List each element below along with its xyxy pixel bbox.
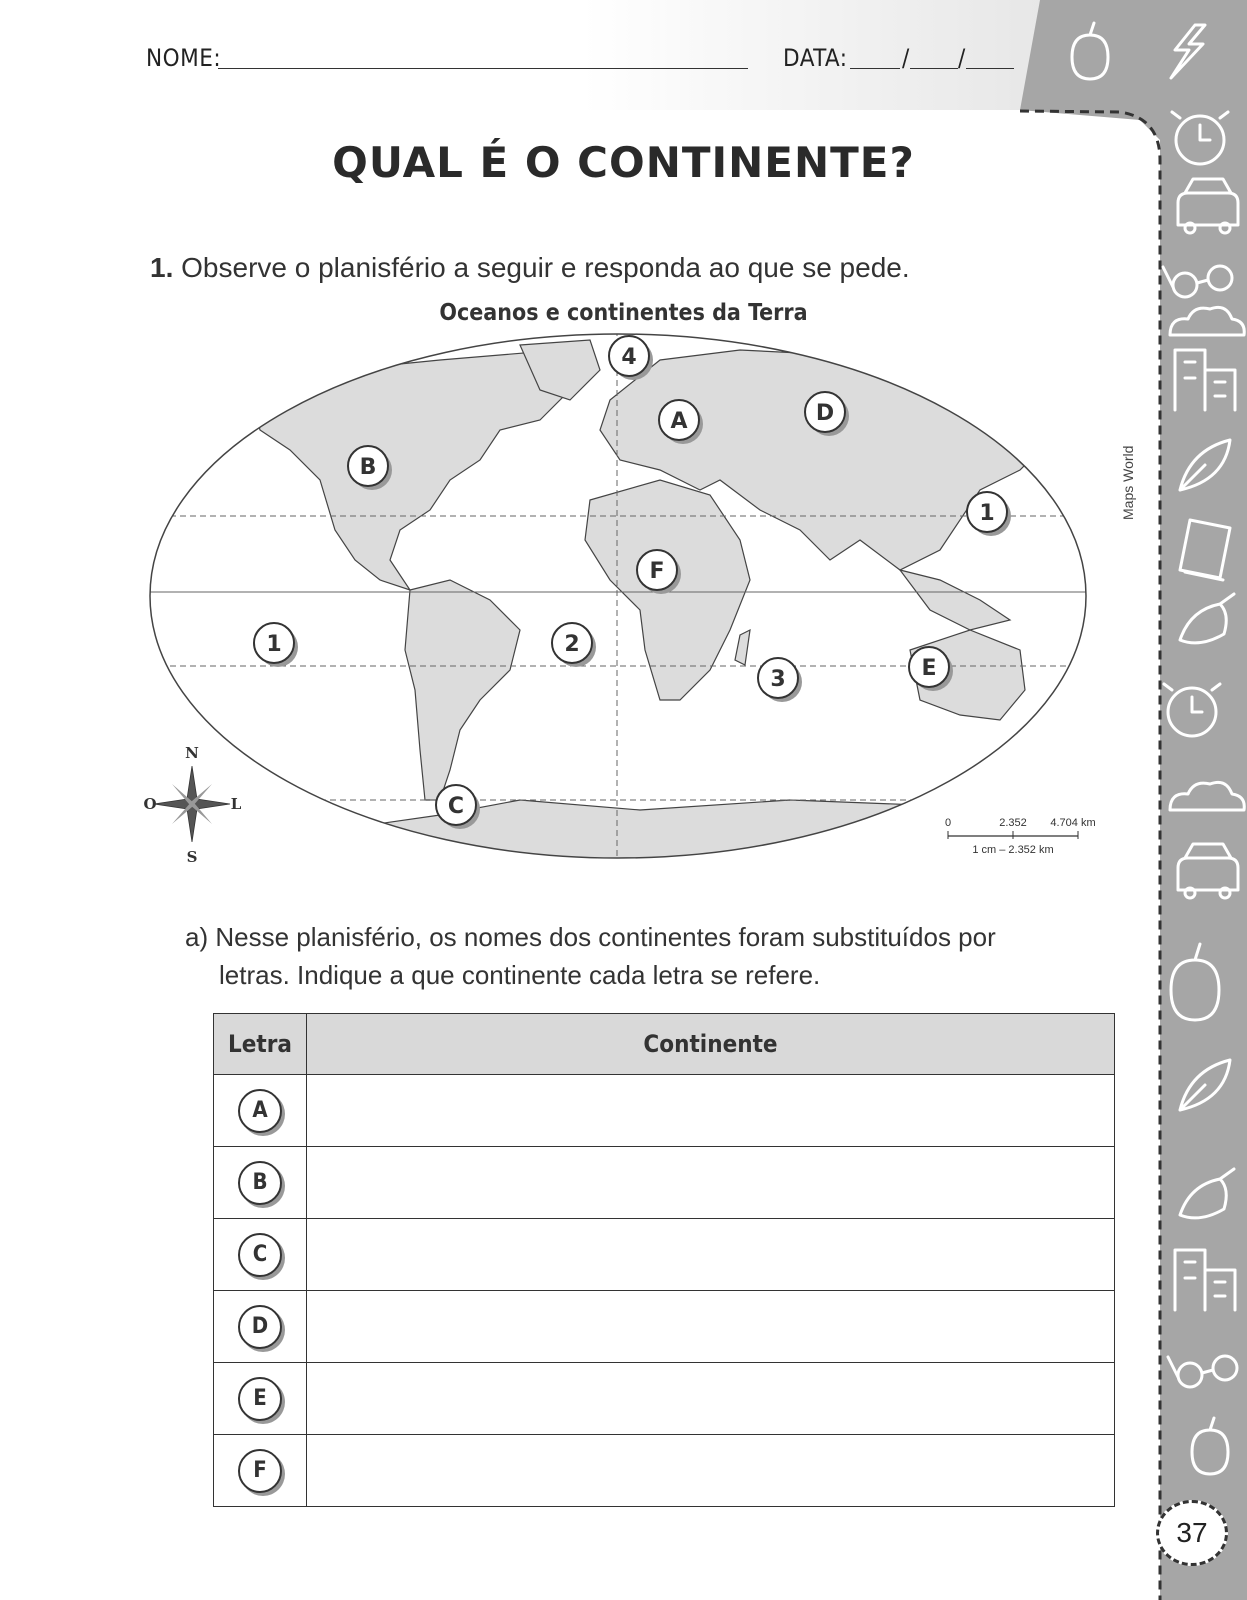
letter-badge: A (238, 1089, 282, 1133)
continent-answer-cell[interactable] (307, 1147, 1115, 1219)
scale-tick-0: 0 (944, 817, 952, 829)
question-text: Observe o planisfério a seguir e responda ao que se pede. (181, 252, 910, 283)
compass-west: O (143, 795, 157, 813)
letter-badge: C (238, 1233, 282, 1277)
map-marker-label: 2 (564, 632, 580, 657)
compass-east: L (230, 795, 242, 813)
page-number: 37 (1156, 1500, 1228, 1566)
letter-cell (214, 1363, 307, 1435)
scale-tick-1: 2.352 (999, 817, 1027, 829)
letter-cell (214, 1435, 307, 1507)
letter-cell (214, 1219, 307, 1291)
table-row (214, 1291, 1115, 1363)
map-marker-label: 1 (979, 501, 995, 526)
continent-answer-cell[interactable] (307, 1435, 1115, 1507)
answer-table (213, 1013, 1115, 1507)
date-label: DATA: (783, 44, 848, 72)
table-row (214, 1363, 1115, 1435)
table-row (214, 1219, 1115, 1291)
letter-badge: E (238, 1377, 282, 1421)
map-marker-label: E (921, 656, 937, 681)
letter-cell (214, 1075, 307, 1147)
name-input-line[interactable] (218, 68, 748, 69)
map-marker-label: F (649, 559, 665, 584)
compass-rose (143, 744, 241, 866)
question-number: 1. (150, 252, 174, 283)
table-row (214, 1147, 1115, 1219)
date-year-line[interactable] (966, 68, 1014, 69)
scale-tick-2: 4.704 km (1050, 817, 1096, 829)
letter-badge: D (238, 1305, 282, 1349)
letter-badge: F (238, 1449, 282, 1493)
map-marker-label: C (447, 794, 465, 819)
map-title: Oceanos e continentes da Terra (439, 300, 808, 326)
continent-answer-cell[interactable] (307, 1219, 1115, 1291)
date-separator: / (958, 44, 966, 72)
map-marker-label: B (359, 455, 377, 480)
letter-cell (214, 1147, 307, 1219)
map-marker-label: 1 (266, 632, 282, 657)
date-day-line[interactable] (850, 68, 900, 69)
table-header-row (214, 1014, 1115, 1075)
world-map (140, 330, 1120, 890)
compass-north: N (185, 744, 199, 762)
map-marker-label: 4 (621, 345, 637, 370)
date-separator: / (902, 44, 910, 72)
question-1 (150, 252, 910, 284)
scale-bar (945, 817, 1096, 856)
map-marker-label: 3 (770, 667, 786, 692)
date-month-line[interactable] (910, 68, 958, 69)
continent-answer-cell[interactable] (307, 1075, 1115, 1147)
continent-answer-cell[interactable] (307, 1291, 1115, 1363)
letter-cell (214, 1291, 307, 1363)
header-letra: Letra (214, 1014, 307, 1075)
map-credit: Maps World (1120, 445, 1136, 520)
scale-caption: 1 cm – 2.352 km (972, 844, 1054, 856)
map-marker-label: A (670, 409, 688, 434)
compass-south: S (186, 848, 198, 866)
table-row (214, 1435, 1115, 1507)
table-row (214, 1075, 1115, 1147)
subquestion-a (185, 918, 1065, 994)
subquestion-line-2: letras. Indique a que continente cada letra se refere. (219, 960, 821, 990)
header-continente: Continente (307, 1014, 1115, 1075)
subquestion-line-1: a) Nesse planisfério, os nomes dos continentes foram substituídos por (185, 922, 996, 952)
name-label: NOME: (146, 44, 222, 72)
continent-answer-cell[interactable] (307, 1363, 1115, 1435)
page-title: QUAL É O CONTINENTE? (332, 138, 915, 187)
map-marker-label: D (815, 401, 835, 426)
letter-badge: B (238, 1161, 282, 1205)
